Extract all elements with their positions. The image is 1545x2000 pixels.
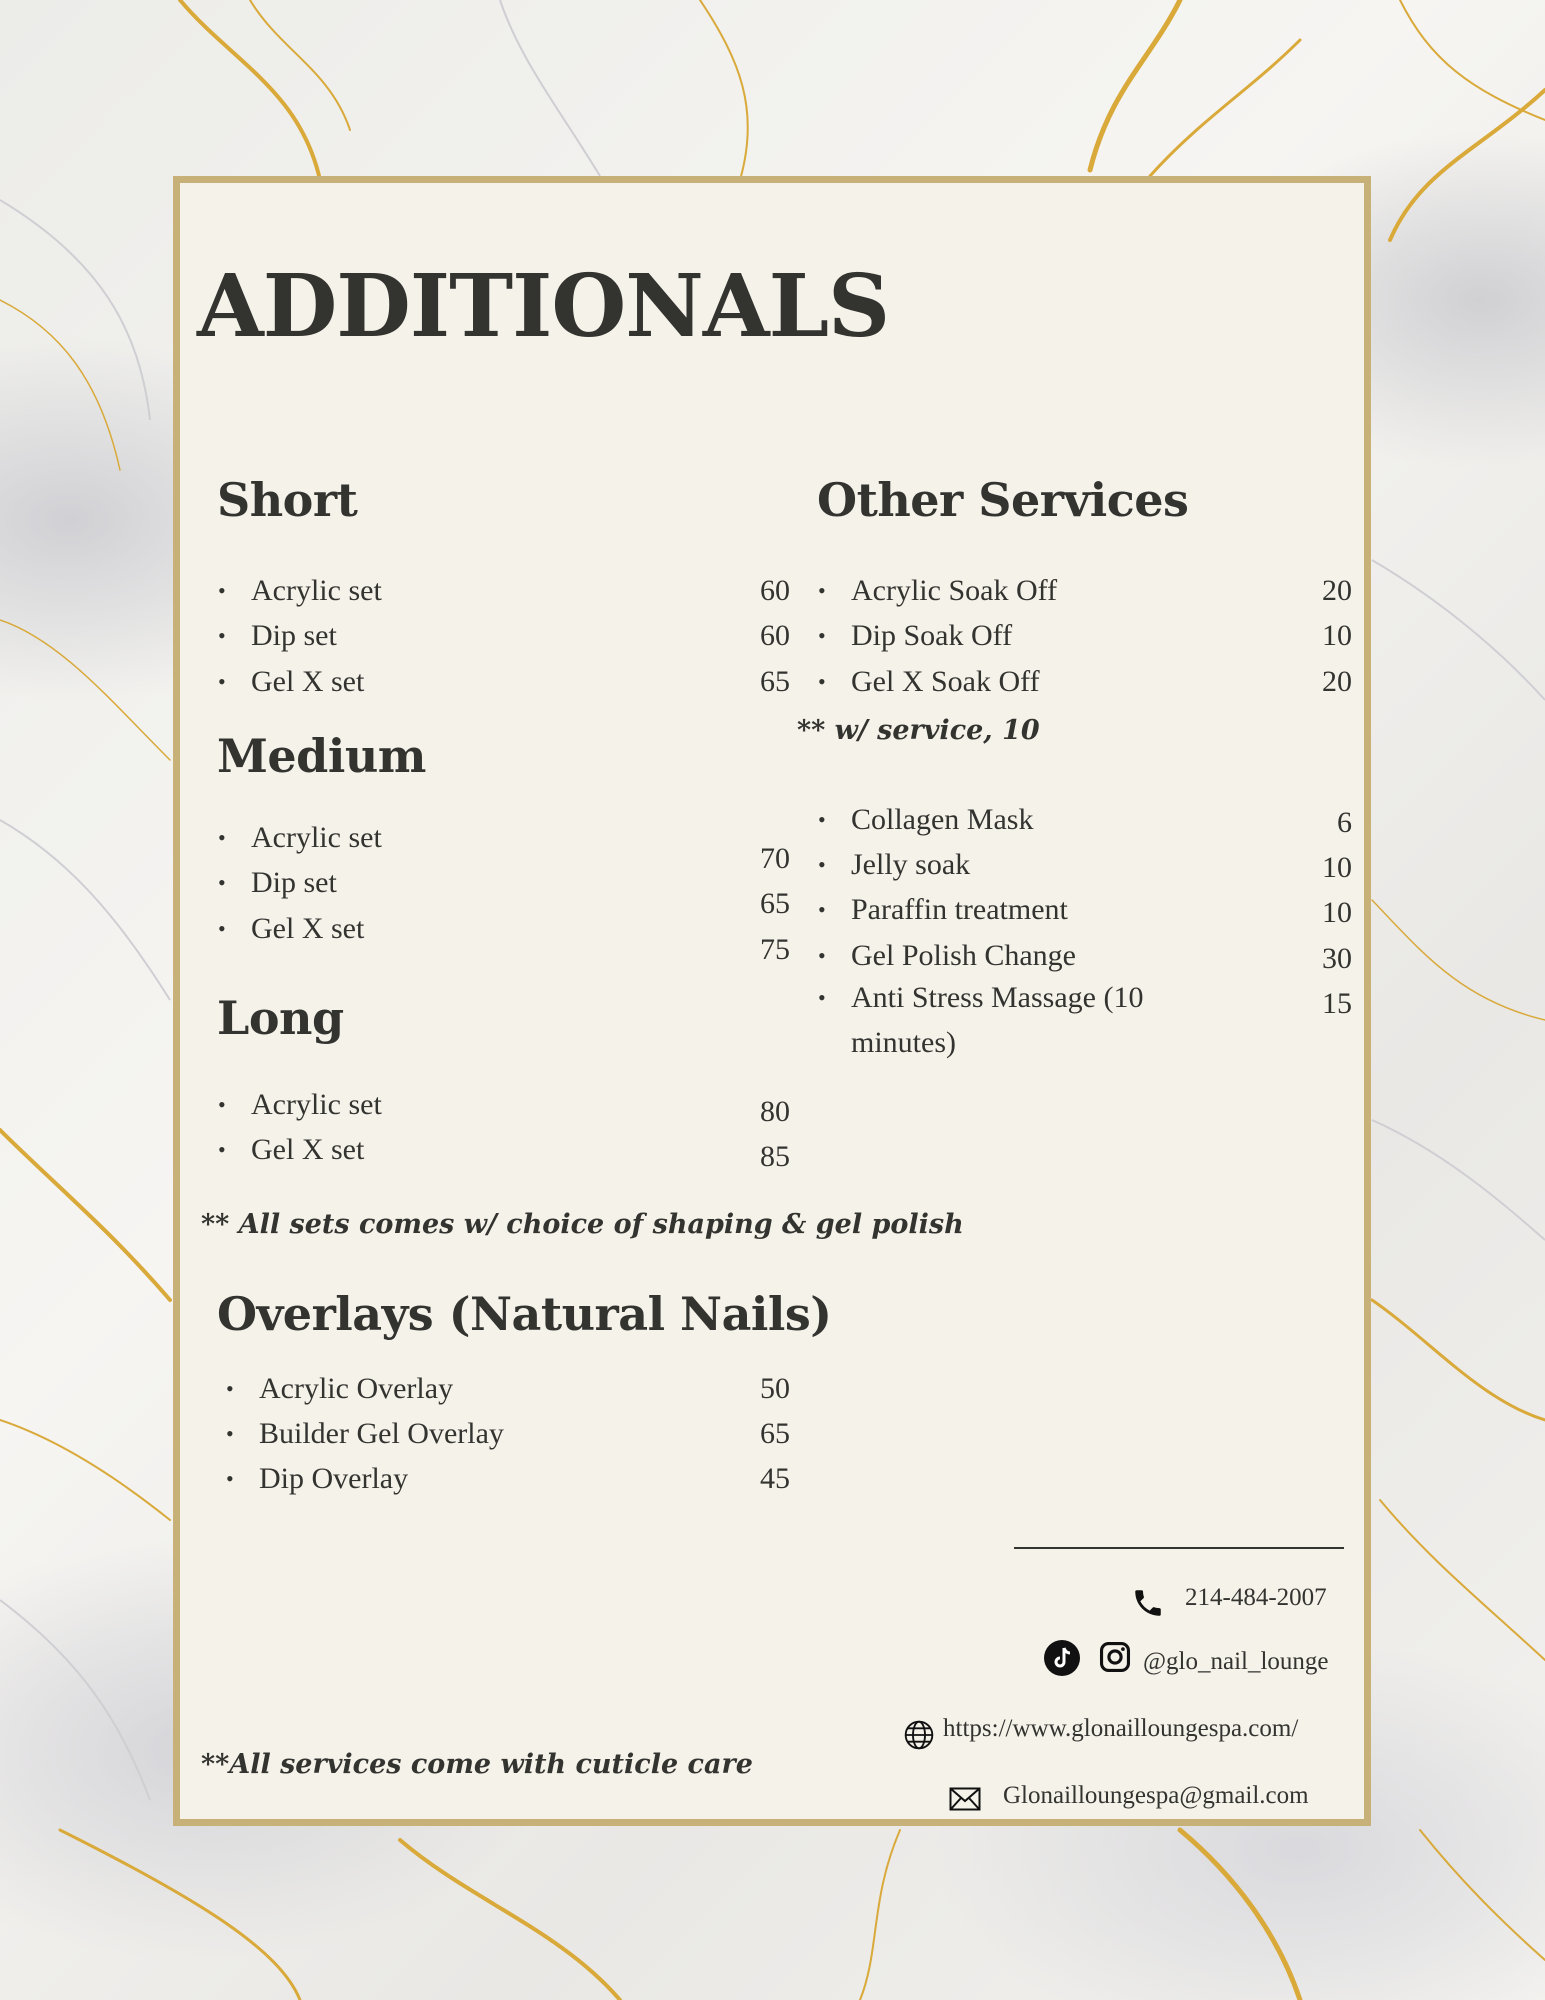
instagram-icon[interactable] <box>1098 1640 1132 1674</box>
list-item: • Gel Polish Change <box>818 939 1076 972</box>
phone-number[interactable]: 214-484-2007 <box>1185 1584 1327 1611</box>
section-heading-medium: Medium <box>217 729 426 783</box>
price: 65 <box>760 887 790 920</box>
list-item: • Acrylic Soak Off <box>818 574 1058 607</box>
list-item: • Acrylic Overlay <box>226 1372 454 1405</box>
price: 20 <box>1322 574 1352 607</box>
list-item: • Acrylic set <box>218 574 382 607</box>
page-title: ADDITIONALS <box>197 256 890 357</box>
social-handle[interactable]: @glo_nail_lounge <box>1143 1648 1329 1675</box>
list-item: • Collagen Mask <box>818 803 1034 836</box>
section-heading-overlays: Overlays (Natural Nails) <box>217 1287 832 1341</box>
list-item: • Gel X set <box>218 1133 365 1166</box>
price: 15 <box>1322 987 1352 1020</box>
list-item: • Dip set <box>218 866 337 899</box>
menu-card <box>173 176 1371 1826</box>
section-heading-long: Long <box>217 991 344 1045</box>
price: 45 <box>760 1462 790 1495</box>
list-item: • Dip set <box>218 619 337 652</box>
price: 6 <box>1337 806 1352 839</box>
price: 10 <box>1322 619 1352 652</box>
list-item: • Dip Soak Off <box>818 619 1013 652</box>
price: 10 <box>1322 851 1352 884</box>
list-item: • Anti Stress Massage (10 <box>818 981 1144 1014</box>
price: 30 <box>1322 942 1352 975</box>
list-item: • Gel X set <box>218 665 365 698</box>
price: 80 <box>760 1095 790 1128</box>
list-item: • Gel X set <box>218 912 365 945</box>
sets-note: ** All sets comes w/ choice of shaping & gel polish <box>201 1209 964 1240</box>
list-item: • Paraffin treatment <box>818 893 1068 926</box>
email-link[interactable]: Glonailloungespa@gmail.com <box>1003 1782 1309 1809</box>
website-link[interactable]: https://www.glonailloungespa.com/ <box>943 1715 1299 1742</box>
list-item: • Acrylic set <box>218 821 382 854</box>
price: 70 <box>760 842 790 875</box>
price: 65 <box>760 1417 790 1450</box>
price: 65 <box>760 665 790 698</box>
price: 75 <box>760 933 790 966</box>
cuticle-note: **All services come with cuticle care <box>201 1749 753 1780</box>
mail-icon <box>949 1787 981 1811</box>
list-item: • Dip Overlay <box>226 1462 409 1495</box>
price: 60 <box>760 619 790 652</box>
price: 85 <box>760 1140 790 1173</box>
price: 10 <box>1322 896 1352 929</box>
list-item: • Builder Gel Overlay <box>226 1417 504 1450</box>
tiktok-icon[interactable] <box>1043 1639 1081 1677</box>
section-heading-short: Short <box>217 473 358 527</box>
list-item-continuation: minutes) <box>851 1026 956 1059</box>
section-heading-other-services: Other Services <box>817 473 1189 527</box>
price: 20 <box>1322 665 1352 698</box>
contact-divider <box>1014 1547 1344 1549</box>
soak-off-note: ** w/ service, 10 <box>797 715 1040 746</box>
price: 60 <box>760 574 790 607</box>
list-item: • Gel X Soak Off <box>818 665 1040 698</box>
price: 50 <box>760 1372 790 1405</box>
phone-icon <box>1131 1586 1165 1620</box>
list-item: • Acrylic set <box>218 1088 382 1121</box>
globe-icon <box>903 1719 935 1751</box>
list-item: • Jelly soak <box>818 848 971 881</box>
